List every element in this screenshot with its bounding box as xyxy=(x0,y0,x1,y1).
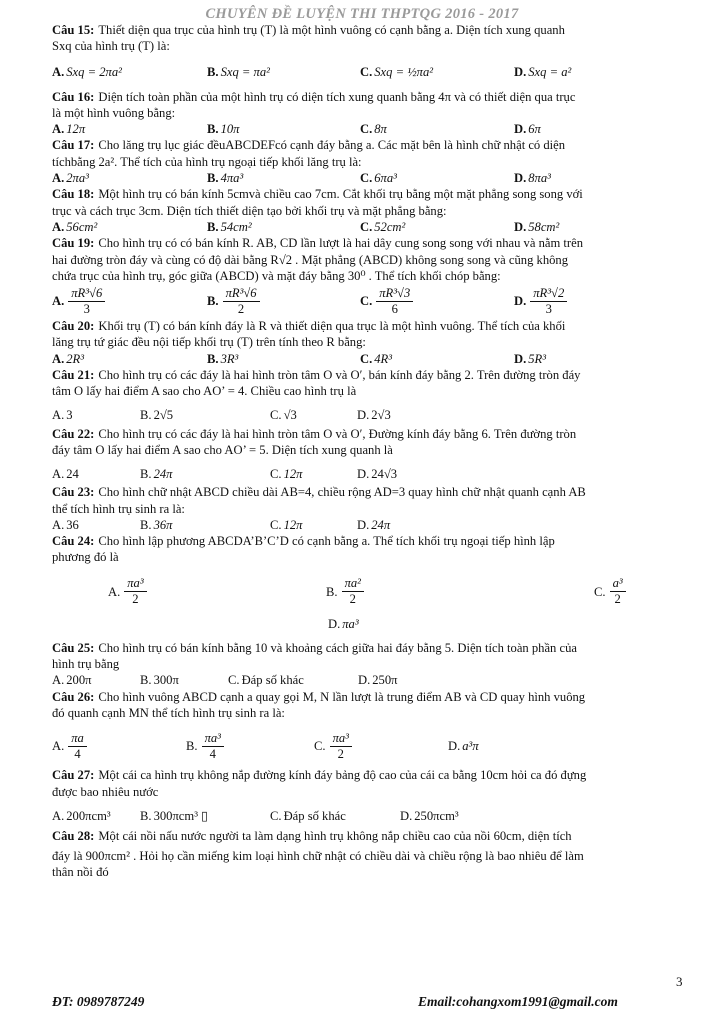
question-16 xyxy=(52,89,688,138)
option-c[interactable]: C. 52cm² xyxy=(360,219,406,234)
option-d[interactable]: D. 24π xyxy=(357,517,391,532)
option-b[interactable]: B. 2√5 xyxy=(140,408,174,423)
option-c[interactable]: C. 12π xyxy=(270,517,303,532)
option-d[interactable]: D. 24√3 xyxy=(357,467,398,482)
option-b[interactable]: B. 10π xyxy=(207,122,240,137)
question-text: trục và cách trục 3cm. Diện tích thiết diện tạo bởi khối trụ và mặt phẳng bằng: xyxy=(52,203,447,218)
answer-options xyxy=(52,406,688,426)
option-a[interactable]: A. 2R³ xyxy=(52,351,85,366)
option-b[interactable]: B. Sxq = πa² xyxy=(207,65,270,80)
option-b[interactable]: B. $\frac{\text{πa³}}{4}$ xyxy=(186,731,314,762)
option-c[interactable]: C. √3 xyxy=(270,408,297,423)
question-text: hình trụ bằng xyxy=(52,657,120,672)
question-number: Câu 26: xyxy=(52,689,95,704)
option-c[interactable]: C. Đáp số khác xyxy=(228,673,304,688)
answer-options xyxy=(52,517,688,533)
question-text: Cho hình lập phương ABCDA’B’C’D có cạnh bằng a. Thể tích khối trụ ngoại tiếp hình lập xyxy=(98,534,555,549)
question-text: Cho hình chữ nhật ABCD chiều dài AB=4, chiều rộng AD=3 quay hình chữ nhật quanh cạnh AB xyxy=(98,485,586,500)
question-text: đáy tâm O lấy hai điểm A sao cho AO’ = 5. Diện tích xung quanh là xyxy=(52,442,393,457)
question-text: đáy là 900πcm² . Hỏi họ cần miếng kim loại hình chữ nhật có chiều dài và chiều rộng là bao nhiêu để làm xyxy=(52,849,584,864)
page-header: CHUYÊN ĐỀ LUYỆN THI THPTQG 2016 - 2017 xyxy=(205,6,519,22)
option-c[interactable]: C. $\frac{\text{πa³}}{2}$ xyxy=(314,731,448,762)
question-19 xyxy=(52,235,688,318)
option-a[interactable]: A. 200πcm³ xyxy=(52,808,111,823)
question-28 xyxy=(52,828,688,881)
question-number: Câu 27: xyxy=(52,768,95,783)
option-b[interactable]: B. 3R³ xyxy=(207,351,239,366)
option-c[interactable]: C. Đáp số khác xyxy=(270,808,346,823)
question-text: Một cái nồi nấu nước người ta làm dạng hình trụ không nắp chiều cao của nồi 60cm, diện tích xyxy=(98,828,572,843)
option-c[interactable]: C. $\frac{\text{a³}}{2}$ xyxy=(594,576,628,607)
answer-options xyxy=(52,464,688,484)
question-number: Câu 21: xyxy=(52,368,95,383)
option-a[interactable]: A. 200π xyxy=(52,673,92,688)
question-text: Diện tích toàn phần của một hình trụ có diện tích xung quanh bằng 4π và có thiết diện qua trục xyxy=(98,89,576,104)
option-a[interactable]: A. 3 xyxy=(52,408,73,423)
answer-options xyxy=(52,806,688,826)
question-text: Sxq của hình trụ (T) là: xyxy=(52,39,170,54)
question-text: chứa trục của hình trụ, góc giữa (ABCD) và mặt đáy bằng 30⁰ . Thể tích khối chóp bằng: xyxy=(52,268,501,283)
question-text: lăng trụ tứ giác đều nội tiếp khối trụ (T) trên tính theo R bằng: xyxy=(52,335,366,350)
option-c[interactable]: C. Sxq = ½πa² xyxy=(360,65,434,80)
question-number: Câu 22: xyxy=(52,426,95,441)
option-a[interactable]: A. 24 xyxy=(52,467,79,482)
question-17 xyxy=(52,137,688,186)
option-a[interactable]: A. $\frac{\pi a}{4}$ xyxy=(52,731,186,762)
option-d[interactable]: D. 2√3 xyxy=(357,408,391,423)
answer-options-row2 xyxy=(52,614,688,634)
option-c[interactable]: C. 6πa³ xyxy=(360,171,397,186)
option-b[interactable]: B. 4πa³ xyxy=(207,171,244,186)
question-20 xyxy=(52,318,688,367)
footer-email: Email:cohangxom1991@gmail.com xyxy=(418,994,618,1009)
option-d[interactable]: D. 8πa³ xyxy=(514,171,551,186)
question-text: Một cái ca hình trụ không nắp đường kính đáy bảng độ cao của cái ca bằng 10cm hỏi ca đó đựng xyxy=(98,768,587,783)
option-a[interactable]: A. 2πa³ xyxy=(52,171,89,186)
question-23 xyxy=(52,484,688,533)
page-number: 3 xyxy=(676,974,683,989)
option-d[interactable]: D. $\frac{\text{πR³√2}}{3}$ xyxy=(514,286,569,317)
question-21 xyxy=(52,367,688,426)
answer-options xyxy=(52,284,688,318)
question-15 xyxy=(52,22,688,85)
question-text: hai đường tròn đáy và cùng có độ dài bằng R√2 . Mặt phẳng (ABCD) không song song và cũng không xyxy=(52,252,569,267)
option-a[interactable]: A. 36 xyxy=(52,517,79,532)
question-25 xyxy=(52,640,688,689)
answer-options xyxy=(52,672,688,688)
answer-options xyxy=(52,170,688,186)
question-22 xyxy=(52,426,688,485)
question-27 xyxy=(52,767,688,826)
option-b[interactable]: B. $\frac{\text{πa²}}{2}$ xyxy=(326,576,594,607)
question-text: Cho hình trụ có các đáy là hai hình tròn tâm O và O′, Đường kính đáy bằng 6. Trên đường tròn xyxy=(98,426,577,441)
question-number: Câu 16: xyxy=(52,89,95,104)
option-a[interactable]: A. $\frac{\text{πR³√6}}{3}$ xyxy=(52,286,207,317)
option-c[interactable]: C. $\frac{\text{πR³√3}}{6}$ xyxy=(360,286,514,317)
question-text: thể tích hình trụ sinh ra là: xyxy=(52,501,185,516)
question-number: Câu 20: xyxy=(52,319,95,334)
option-a[interactable]: A. Sxq = 2πa² xyxy=(52,65,122,80)
answer-options xyxy=(52,219,688,235)
question-text: Một hình trụ có bán kính 5cmvà chiều cao 7cm. Cắt khối trụ bằng một mặt phẳng song song với xyxy=(98,187,583,202)
option-c[interactable]: C. 4R³ xyxy=(360,351,393,366)
question-text: Cho hình trụ có có bán kính R. AB, CD lần lượt là hai dây cung song song với nhau và nằm trên xyxy=(98,236,583,251)
option-b[interactable]: B. 300π xyxy=(140,673,179,688)
option-a[interactable]: A. $\frac{\text{πa³}}{2}$ xyxy=(108,576,326,607)
question-text: tíchbằng 2a². Thể tích của hình trụ ngoại tiếp khối lăng trụ là: xyxy=(52,154,362,169)
option-d[interactable]: D. Sxq = a² xyxy=(514,65,572,80)
option-d[interactable]: D. a³π xyxy=(448,739,479,754)
footer-phone: ĐT: 0989787249 xyxy=(52,994,145,1009)
option-d[interactable]: D. 5R³ xyxy=(514,351,547,366)
answer-options xyxy=(52,121,688,137)
question-text: là một hình vuông bằng: xyxy=(52,105,176,120)
option-b[interactable]: B. 24π xyxy=(140,467,173,482)
question-number: Câu 28: xyxy=(52,828,95,843)
option-a[interactable]: A. 12π xyxy=(52,122,86,137)
question-text: thân nồi đó xyxy=(52,865,109,880)
question-text: Cho lăng trụ lục giác đềuABCDEFcó cạnh đáy bằng a. Các mặt bên là hình chữ nhật có diện xyxy=(98,138,566,153)
question-number: Câu 18: xyxy=(52,187,95,202)
question-number: Câu 23: xyxy=(52,485,95,500)
option-b[interactable]: B. 300πcm³ ▯ xyxy=(140,808,209,823)
answer-options xyxy=(52,727,688,765)
question-number: Câu 19: xyxy=(52,236,95,251)
answer-options xyxy=(52,574,688,610)
option-c[interactable]: C. 8π xyxy=(360,122,387,137)
question-text: phương đó là xyxy=(52,550,119,565)
question-text: đó quanh cạnh MN thể tích hình trụ sinh ra là: xyxy=(52,705,285,720)
question-text: Cho hình trụ có các đáy là hai hình tròn tâm O và O′, bán kính đáy bằng 2. Trên đường tròn đáy xyxy=(98,368,581,383)
answer-options xyxy=(52,351,688,367)
option-d[interactable]: D. 58cm² xyxy=(514,219,560,234)
option-a[interactable]: A. 56cm² xyxy=(52,219,98,234)
question-number: Câu 25: xyxy=(52,640,95,655)
question-text: Cho hình trụ có bán kính bằng 10 và khoảng cách giữa hai đáy bằng 5. Diện tích toàn phần của xyxy=(98,640,577,655)
question-list xyxy=(52,22,688,881)
question-number: Câu 17: xyxy=(52,138,95,153)
option-b[interactable]: B. 36π xyxy=(140,517,173,532)
question-text: tâm O lấy hai điểm A sao cho AO’ = 4. Chiều cao hình trụ là xyxy=(52,384,357,399)
question-26 xyxy=(52,689,688,766)
question-text: Thiết diện qua trục của hình trụ (T) là một hình vuông có cạnh bằng a. Diện tích xung quanh xyxy=(98,23,565,37)
option-d[interactable]: D. 250πcm³ xyxy=(400,808,459,823)
option-d[interactable]: D. πa³ xyxy=(328,616,359,631)
question-24 xyxy=(52,533,688,634)
question-text: được bao nhiêu nước xyxy=(52,784,159,799)
option-b[interactable]: B. 54cm² xyxy=(207,219,252,234)
question-number: Câu 15: xyxy=(52,23,95,37)
option-d[interactable]: D. 250π xyxy=(358,673,398,688)
question-text: Cho hình vuông ABCD cạnh a quay gọi M, N lần lượt là trung điểm AB và CD quay hình vuông xyxy=(98,689,586,704)
option-c[interactable]: C. 12π xyxy=(270,467,303,482)
question-text: Khối trụ (T) có bán kính đáy là R và thiết diện qua trục là một hình vuông. Thể tích của khối xyxy=(98,319,566,334)
question-18 xyxy=(52,186,688,235)
option-d[interactable]: D. 6π xyxy=(514,122,541,137)
question-number: Câu 24: xyxy=(52,534,95,549)
option-b[interactable]: B. $\frac{\text{πR³√6}}{2}$ xyxy=(207,286,360,317)
answer-options xyxy=(52,61,688,85)
